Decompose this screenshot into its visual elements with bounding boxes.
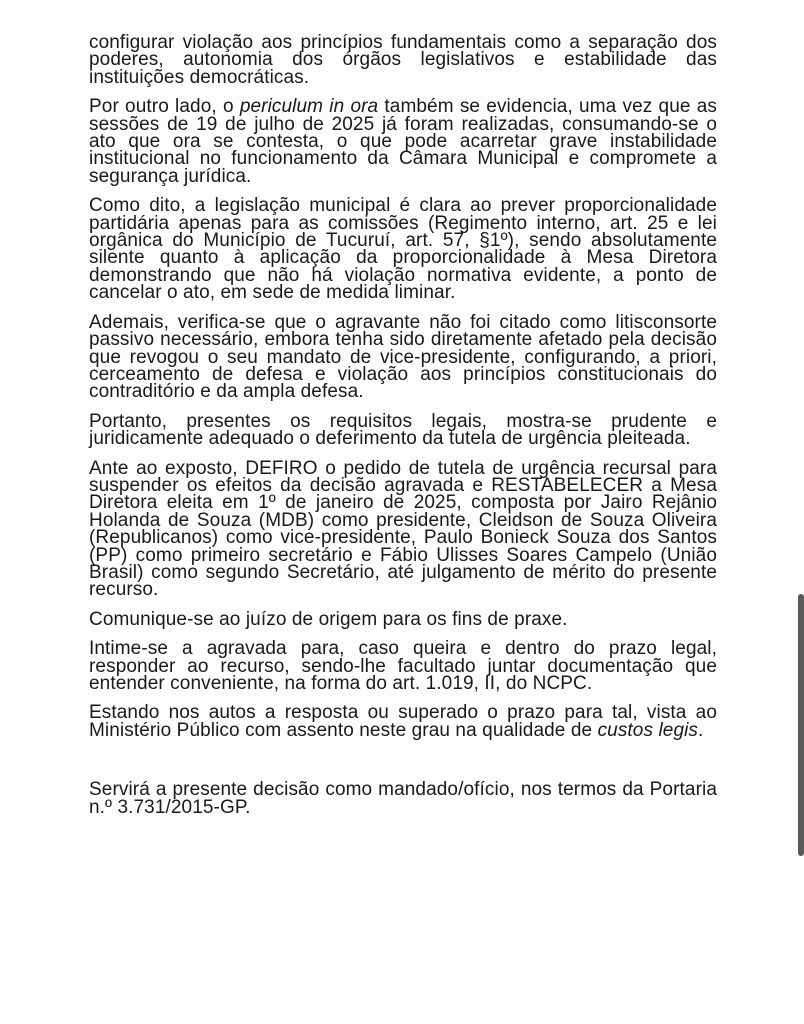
document-body — [89, 34, 717, 828]
paragraph-periculum — [89, 98, 717, 185]
paragraph-ruling: Ante ao exposto, DEFIRO o pedido de tutela de urgência recursal para suspender os efeitos da decisão agravada e RESTABELECER a Mesa Diretora eleita em 1º de janeiro de 2025, composta por Jairo Rejânio Holanda de Souza (MDB) como presidente, Cleidson de Souza Oliveira (Republicanos) como vice-presidente, Paulo Bonieck Souza dos Santos (PP) como primeiro secretário e Fábio Ulisses Soares Campelo (União Brasil) como segundo Secretário, até julgamento de mérito do presente recurso. — [89, 457, 717, 601]
paragraph-public-ministry-end: . — [698, 719, 704, 741]
paragraph-summons: Intime-se a agravada para, caso queira e dentro do prazo legal, responder ao recurso, sendo-lhe facultado juntar documentação que entender conveniente, na forma do art. 1.019, II, do NCPC. — [89, 638, 717, 694]
paragraph-litisconsorte: Ademais, verifica-se que o agravante não foi citado como litisconsorte passivo necessário, embora tenha sido diretamente afetado pela decisão que revogou o seu mandato de vice-presidente, configurando, a priori, cerceamento de defesa e violação aos princípios constitucionais do contraditório e da ampla defesa. — [89, 311, 717, 403]
custos-legis-term: custos legis — [597, 719, 699, 741]
paragraph-communicate: Comunique-se ao juízo de origem para os fins de praxe. — [89, 608, 568, 630]
paragraph-public-ministry — [89, 704, 717, 739]
periculum-in-ora-term: periculum in ora — [239, 96, 379, 118]
vertical-scrollbar[interactable] — [798, 594, 804, 856]
paragraph-requirements: Portanto, presentes os requisitos legais, mostra-se prudente e juridicamente adequado o deferimento da tutela de urgência pleiteada. — [89, 410, 717, 450]
paragraph-municipal-legislation: Como dito, a legislação municipal é clara ao prever proporcionalidade partidária apenas para as comissões (Regimento interno, art. 25 e lei orgânica do Município de Tucuruí, art. 57, §1º), sendo absolutamente silente quanto à aplicação da proporcionalidade à Mesa Diretora demonstrando que não há violação normativa evidente, a ponto de cancelar o ato, em sede de medida liminar. — [89, 195, 717, 304]
paragraph-separation-of-powers: configurar violação aos princípios fundamentais como a separação dos poderes, autonomia dos órgãos legislativos e estabilidade das instituições democráticas. — [89, 32, 717, 88]
paragraph-warrant: Servirá a presente decisão como mandado/ofício, nos termos da Portaria n.º 3.731/2015-GP. — [89, 779, 717, 818]
paragraph-periculum-intro: Por outro lado, o — [89, 96, 240, 118]
spacer — [89, 751, 717, 781]
paragraph-public-ministry-text: Estando nos autos a resposta ou superado o prazo para tal, vista ao Ministério Público com assento neste grau na qualidade de — [89, 702, 717, 741]
paragraph-periculum-text: também se evidencia, uma vez que as sessões de 19 de julho de 2025 já foram realizadas, consumando-se o ato que ora se contesta, o que pode acarretar grave instabilidade institucional no funcionamento da Câmara Municipal e compromete a segurança jurídica. — [89, 96, 718, 187]
